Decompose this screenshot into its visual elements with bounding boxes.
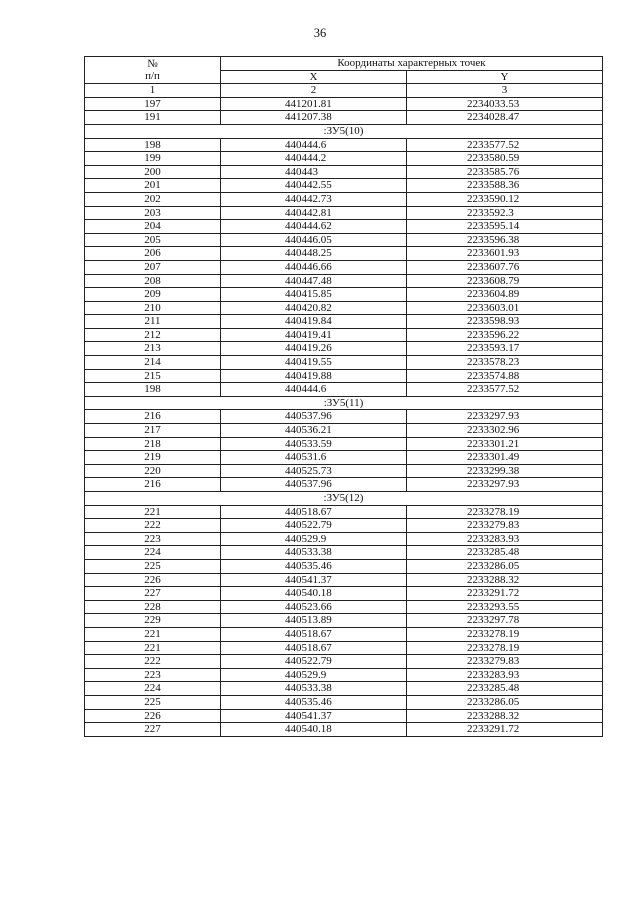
x-coordinate: 440419.88 <box>221 369 407 383</box>
x-coordinate: 440419.26 <box>221 342 407 356</box>
point-number: 219 <box>85 451 221 465</box>
table-row <box>85 655 603 669</box>
table-row <box>85 260 603 274</box>
table-row <box>85 97 603 111</box>
y-coordinate: 2233577.52 <box>407 383 603 397</box>
point-number: 202 <box>85 192 221 206</box>
point-number: 209 <box>85 288 221 302</box>
point-number: 200 <box>85 165 221 179</box>
y-coordinate: 2233592.3 <box>407 206 603 220</box>
y-coordinate: 2233278.19 <box>407 627 603 641</box>
table-row <box>85 383 603 397</box>
section-title: :ЗУ5(10) <box>85 124 603 138</box>
y-coordinate: 2233278.19 <box>407 641 603 655</box>
y-coordinate: 2233601.93 <box>407 247 603 261</box>
table-row <box>85 410 603 424</box>
x-coordinate: 440419.55 <box>221 356 407 370</box>
table-row <box>85 519 603 533</box>
table-row <box>85 220 603 234</box>
x-coordinate: 440529.9 <box>221 668 407 682</box>
y-coordinate: 2233288.32 <box>407 709 603 723</box>
y-coordinate: 2233283.93 <box>407 532 603 546</box>
table-body <box>85 97 603 736</box>
x-coordinate: 440522.79 <box>221 519 407 533</box>
table-row <box>85 437 603 451</box>
x-coordinate: 440533.38 <box>221 546 407 560</box>
x-coordinate: 440535.46 <box>221 695 407 709</box>
y-coordinate: 2233598.93 <box>407 315 603 329</box>
point-number: 226 <box>85 573 221 587</box>
section-row <box>85 396 603 410</box>
x-coordinate: 440541.37 <box>221 573 407 587</box>
x-coordinate: 440415.85 <box>221 288 407 302</box>
x-coordinate: 440522.79 <box>221 655 407 669</box>
y-coordinate: 2233590.12 <box>407 192 603 206</box>
x-coordinate: 440531.6 <box>221 451 407 465</box>
y-coordinate: 2233302.96 <box>407 424 603 438</box>
y-coordinate: 2233608.79 <box>407 274 603 288</box>
section-title: :ЗУ5(11) <box>85 396 603 410</box>
point-number: 220 <box>85 464 221 478</box>
table-row <box>85 274 603 288</box>
header-number-label: п/п <box>145 70 160 83</box>
table-row <box>85 369 603 383</box>
point-number: 221 <box>85 641 221 655</box>
table-row <box>85 315 603 329</box>
point-number: 224 <box>85 682 221 696</box>
x-coordinate: 440448.25 <box>221 247 407 261</box>
point-number: 222 <box>85 655 221 669</box>
x-coordinate: 440446.05 <box>221 233 407 247</box>
header-col-2: 2 <box>221 84 407 98</box>
table-row <box>85 573 603 587</box>
y-coordinate: 2233585.76 <box>407 165 603 179</box>
table-row <box>85 165 603 179</box>
x-coordinate: 440444.6 <box>221 138 407 152</box>
table-row <box>85 301 603 315</box>
table-row <box>85 695 603 709</box>
y-coordinate: 2233297.93 <box>407 478 603 492</box>
point-number: 218 <box>85 437 221 451</box>
y-coordinate: 2233279.83 <box>407 519 603 533</box>
y-coordinate: 2233286.05 <box>407 695 603 709</box>
x-coordinate: 440444.6 <box>221 383 407 397</box>
point-number: 226 <box>85 709 221 723</box>
point-number: 216 <box>85 410 221 424</box>
x-coordinate: 440419.84 <box>221 315 407 329</box>
table-row <box>85 505 603 519</box>
point-number: 198 <box>85 383 221 397</box>
table-row <box>85 111 603 125</box>
point-number: 228 <box>85 600 221 614</box>
point-number: 222 <box>85 519 221 533</box>
y-coordinate: 2234033.53 <box>407 97 603 111</box>
point-number: 224 <box>85 546 221 560</box>
table-row <box>85 627 603 641</box>
x-coordinate: 440420.82 <box>221 301 407 315</box>
table-row <box>85 356 603 370</box>
x-coordinate: 440535.46 <box>221 559 407 573</box>
table-row <box>85 614 603 628</box>
point-number: 201 <box>85 179 221 193</box>
x-coordinate: 440533.38 <box>221 682 407 696</box>
point-number: 215 <box>85 369 221 383</box>
table-row <box>85 559 603 573</box>
x-coordinate: 440419.41 <box>221 328 407 342</box>
header-col-1: 1 <box>85 84 221 98</box>
point-number: 210 <box>85 301 221 315</box>
x-coordinate: 440443 <box>221 165 407 179</box>
y-coordinate: 2233291.72 <box>407 723 603 737</box>
y-coordinate: 2233595.14 <box>407 220 603 234</box>
header-x: X <box>221 70 407 84</box>
y-coordinate: 2233293.55 <box>407 600 603 614</box>
table-row <box>85 668 603 682</box>
x-coordinate: 440540.18 <box>221 587 407 601</box>
table-row <box>85 192 603 206</box>
y-coordinate: 2233299.38 <box>407 464 603 478</box>
y-coordinate: 2233596.38 <box>407 233 603 247</box>
x-coordinate: 440536.21 <box>221 424 407 438</box>
table-row <box>85 600 603 614</box>
table-row <box>85 138 603 152</box>
coordinates-table <box>84 56 603 737</box>
header-coords-title: Координаты характерных точек <box>221 57 603 71</box>
y-coordinate: 2233607.76 <box>407 260 603 274</box>
x-coordinate: 440540.18 <box>221 723 407 737</box>
table-row <box>85 233 603 247</box>
page-number: 36 <box>313 26 327 40</box>
x-coordinate: 440529.9 <box>221 532 407 546</box>
x-coordinate: 440447.48 <box>221 274 407 288</box>
point-number: 207 <box>85 260 221 274</box>
y-coordinate: 2233288.32 <box>407 573 603 587</box>
x-coordinate: 440518.67 <box>221 505 407 519</box>
x-coordinate: 440444.2 <box>221 152 407 166</box>
table-row <box>85 587 603 601</box>
point-number: 227 <box>85 587 221 601</box>
table-row <box>85 641 603 655</box>
x-coordinate: 440442.73 <box>221 192 407 206</box>
point-number: 191 <box>85 111 221 125</box>
y-coordinate: 2233577.52 <box>407 138 603 152</box>
y-coordinate: 2233574.88 <box>407 369 603 383</box>
point-number: 211 <box>85 315 221 329</box>
x-coordinate: 440518.67 <box>221 641 407 655</box>
y-coordinate: 2233286.05 <box>407 559 603 573</box>
table-row <box>85 206 603 220</box>
y-coordinate: 2233291.72 <box>407 587 603 601</box>
y-coordinate: 2233278.19 <box>407 505 603 519</box>
header-col-3: 3 <box>407 84 603 98</box>
x-coordinate: 440513.89 <box>221 614 407 628</box>
table-row <box>85 342 603 356</box>
point-number: 217 <box>85 424 221 438</box>
table-row <box>85 152 603 166</box>
y-coordinate: 2233285.48 <box>407 682 603 696</box>
x-coordinate: 441201.81 <box>221 97 407 111</box>
y-coordinate: 2233297.93 <box>407 410 603 424</box>
point-number: 221 <box>85 627 221 641</box>
point-number: 206 <box>85 247 221 261</box>
point-number: 225 <box>85 695 221 709</box>
x-coordinate: 440541.37 <box>221 709 407 723</box>
header-number-cell <box>85 57 221 84</box>
y-coordinate: 2233279.83 <box>407 655 603 669</box>
point-number: 225 <box>85 559 221 573</box>
point-number: 223 <box>85 532 221 546</box>
table-row <box>85 546 603 560</box>
table-row <box>85 451 603 465</box>
x-coordinate: 440446.66 <box>221 260 407 274</box>
x-coordinate: 440518.67 <box>221 627 407 641</box>
y-coordinate: 2233603.01 <box>407 301 603 315</box>
x-coordinate: 440537.96 <box>221 410 407 424</box>
section-title: :ЗУ5(12) <box>85 492 603 506</box>
table-row <box>85 709 603 723</box>
x-coordinate: 440537.96 <box>221 478 407 492</box>
point-number: 213 <box>85 342 221 356</box>
y-coordinate: 2233301.21 <box>407 437 603 451</box>
y-coordinate: 2233588.36 <box>407 179 603 193</box>
y-coordinate: 2233297.78 <box>407 614 603 628</box>
x-coordinate: 440444.62 <box>221 220 407 234</box>
table-row <box>85 247 603 261</box>
y-coordinate: 2233578.23 <box>407 356 603 370</box>
point-number: 223 <box>85 668 221 682</box>
point-number: 221 <box>85 505 221 519</box>
point-number: 197 <box>85 97 221 111</box>
y-coordinate: 2233285.48 <box>407 546 603 560</box>
point-number: 216 <box>85 478 221 492</box>
x-coordinate: 440525.73 <box>221 464 407 478</box>
table-row <box>85 328 603 342</box>
x-coordinate: 440523.66 <box>221 600 407 614</box>
y-coordinate: 2233593.17 <box>407 342 603 356</box>
table-row <box>85 478 603 492</box>
point-number: 227 <box>85 723 221 737</box>
header-number-symbol: № <box>147 57 158 70</box>
table-row <box>85 288 603 302</box>
point-number: 212 <box>85 328 221 342</box>
section-row <box>85 124 603 138</box>
point-number: 203 <box>85 206 221 220</box>
point-number: 214 <box>85 356 221 370</box>
header-y: Y <box>407 70 603 84</box>
x-coordinate: 440533.59 <box>221 437 407 451</box>
point-number: 198 <box>85 138 221 152</box>
point-number: 208 <box>85 274 221 288</box>
x-coordinate: 441207.38 <box>221 111 407 125</box>
table-row <box>85 464 603 478</box>
y-coordinate: 2233596.22 <box>407 328 603 342</box>
point-number: 204 <box>85 220 221 234</box>
x-coordinate: 440442.81 <box>221 206 407 220</box>
point-number: 229 <box>85 614 221 628</box>
x-coordinate: 440442.55 <box>221 179 407 193</box>
section-row <box>85 492 603 506</box>
y-coordinate: 2233283.93 <box>407 668 603 682</box>
y-coordinate: 2233301.49 <box>407 451 603 465</box>
table-row <box>85 424 603 438</box>
point-number: 205 <box>85 233 221 247</box>
y-coordinate: 2233580.59 <box>407 152 603 166</box>
y-coordinate: 2234028.47 <box>407 111 603 125</box>
table-row <box>85 532 603 546</box>
table-row <box>85 179 603 193</box>
point-number: 199 <box>85 152 221 166</box>
table-row <box>85 723 603 737</box>
table-row <box>85 682 603 696</box>
y-coordinate: 2233604.89 <box>407 288 603 302</box>
